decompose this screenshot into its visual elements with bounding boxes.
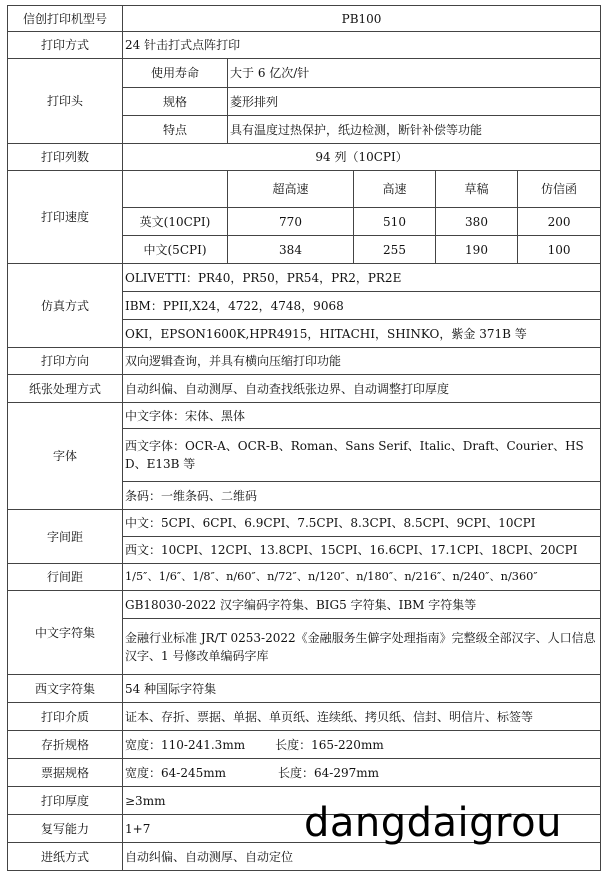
print-head-features-value: 具有温度过热保护，纸边检测，断针补偿等功能: [228, 116, 601, 144]
feed-value: 自动纠偏、自动测厚、自动定位: [123, 843, 601, 871]
print-head-label: 打印头: [8, 59, 123, 144]
speed-value-cell: 380: [436, 208, 518, 236]
passbook-length: 长度：165-220mm: [275, 737, 384, 752]
direction-value: 双向逻辑查询，并具有横向压缩打印功能: [123, 348, 601, 375]
row-char-spacing-1: [8, 510, 601, 537]
ticket-spec-label: 票据规格: [8, 759, 123, 787]
west-charset-value: 54 种国际字符集: [123, 675, 601, 703]
ticket-spec-value: [123, 759, 601, 787]
ticket-width: 宽度：64-245mm: [125, 765, 226, 780]
row-speed-header: [8, 171, 601, 208]
row-print-method: [8, 32, 601, 59]
thickness-label: 打印厚度: [8, 787, 123, 815]
row-emulation-1: [8, 264, 601, 292]
model-label: 信创打印机型号: [8, 6, 123, 32]
passbook-spec-label: 存折规格: [8, 731, 123, 759]
speed-value-cell: 384: [228, 236, 354, 264]
media-label: 打印介质: [8, 703, 123, 731]
speed-header-cell: 高速: [354, 171, 436, 208]
row-head-life: [8, 59, 601, 88]
cn-charset-label: 中文字符集: [8, 591, 123, 675]
row-passbook-spec: [8, 731, 601, 759]
row-columns: [8, 144, 601, 171]
row-media: [8, 703, 601, 731]
print-method-value: 24 针击打式点阵打印: [123, 32, 601, 59]
ticket-length: 长度：64-297mm: [278, 765, 379, 780]
row-paper-handling: [8, 375, 601, 403]
fonts-label: 字体: [8, 403, 123, 510]
fonts-line: 条码：一维条码、二维码: [123, 482, 601, 510]
line-spacing-value: 1/5″、1/6″、1/8″、n/60″、n/72″、n/120″、n/180″、n/216″、n/240″、n/360″: [123, 564, 601, 591]
speed-header-cell: 草稿: [436, 171, 518, 208]
spec-table: [7, 5, 601, 871]
west-charset-label: 西文字符集: [8, 675, 123, 703]
row-cn-charset-1: [8, 591, 601, 619]
print-head-features-label: 特点: [123, 116, 228, 144]
speed-header-cell: 超高速: [228, 171, 354, 208]
char-spacing-line: 西文：10CPI、12CPI、13.8CPI、15CPI、16.6CPI、17.1CPI、18CPI、20CPI: [123, 537, 601, 564]
speed-row-label: 中文(5CPI): [123, 236, 228, 264]
media-value: 证本、存折、票据、单据、单页纸、连续纸、拷贝纸、信封、明信片、标签等: [123, 703, 601, 731]
speed-row-label: 英文(10CPI): [123, 208, 228, 236]
emulation-line: OKI，EPSON1600K,HPR4915，HITACHI，SHINKO，紫金 371B 等: [123, 320, 601, 348]
fonts-line: 西文字体：OCR-A、OCR-B、Roman、Sans Serif、Italic、Draft、Courier、HSD、E13B 等: [123, 429, 601, 482]
line-spacing-label: 行间距: [8, 564, 123, 591]
print-head-life-value: 大于 6 亿次/针: [228, 59, 601, 88]
speed-value-cell: 770: [228, 208, 354, 236]
columns-value: 94 列（10CPI）: [123, 144, 601, 171]
direction-label: 打印方向: [8, 348, 123, 375]
paper-handling-value: 自动纠偏、自动测厚、自动查找纸张边界、自动调整打印厚度: [123, 375, 601, 403]
copies-label: 复写能力: [8, 815, 123, 843]
print-head-spec-label: 规格: [123, 88, 228, 116]
print-head-spec-value: 菱形排列: [228, 88, 601, 116]
row-west-charset: [8, 675, 601, 703]
speed-value-cell: 510: [354, 208, 436, 236]
paper-handling-label: 纸张处理方式: [8, 375, 123, 403]
row-ticket-spec: [8, 759, 601, 787]
emulation-line: OLIVETTI：PR40，PR50，PR54，PR2，PR2E: [123, 264, 601, 292]
fonts-line: 中文字体：宋体、黑体: [123, 403, 601, 429]
emulation-line: IBM：PPII,X24，4722，4748，9068: [123, 292, 601, 320]
cn-charset-line: 金融行业标准 JR/T 0253-2022《金融服务生僻字处理指南》完整级全部汉字、人口信息汉字、1 号修改单编码字库: [123, 619, 601, 675]
speed-value-cell: 190: [436, 236, 518, 264]
print-head-life-label: 使用寿命: [123, 59, 228, 88]
emulation-label: 仿真方式: [8, 264, 123, 348]
speed-header-cell: 仿信函: [518, 171, 601, 208]
speed-value-cell: 255: [354, 236, 436, 264]
speed-value-cell: 200: [518, 208, 601, 236]
passbook-spec-value: [123, 731, 601, 759]
speed-corner-cell: [123, 171, 228, 208]
row-fonts-1: [8, 403, 601, 429]
cn-charset-line: GB18030-2022 汉字编码字符集、BIG5 字符集、IBM 字符集等: [123, 591, 601, 619]
row-model: [8, 6, 601, 32]
row-direction: [8, 348, 601, 375]
model-value: PB100: [123, 6, 601, 32]
feed-label: 进纸方式: [8, 843, 123, 871]
print-method-label: 打印方式: [8, 32, 123, 59]
watermark-text: dangdaigrou: [304, 800, 562, 846]
columns-label: 打印列数: [8, 144, 123, 171]
thickness-value: ≥3mm: [123, 787, 601, 815]
copies-value: 1+7: [123, 815, 601, 843]
passbook-width: 宽度：110-241.3mm: [125, 737, 246, 752]
speed-label: 打印速度: [8, 171, 123, 264]
speed-value-cell: 100: [518, 236, 601, 264]
row-line-spacing: [8, 564, 601, 591]
char-spacing-line: 中文：5CPI、6CPI、6.9CPI、7.5CPI、8.3CPI、8.5CPI、9CPI、10CPI: [123, 510, 601, 537]
char-spacing-label: 字间距: [8, 510, 123, 564]
